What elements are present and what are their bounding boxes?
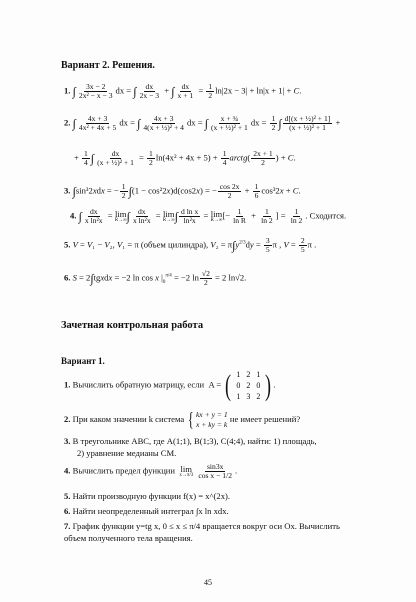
- matrix-label: A =: [208, 379, 222, 390]
- task-3: 3. В треугольнике ABC, где A(1;1), B(1;3), C(4;4), найти: 1) площадь,: [64, 436, 317, 446]
- solution-number: 1.: [64, 85, 71, 96]
- variant-heading: Вариант 1.: [61, 356, 105, 366]
- solution-number: 3.: [64, 185, 71, 196]
- solution-1: 1. ∫ $\frac{3x - 2}{\text{2x² − x − 3}}$ dx = ∫ $\frac{dx}{2x - 3}$ + ∫ $\frac{dx}{x + 1}$ = $\frac{1}{2}$ ln|2x − 3| + ln|x + 1| + C.: [64, 82, 302, 100]
- task-3-cont: 2) уравнение медианы CM.: [77, 448, 177, 458]
- solution-2-cont: + $\frac{1}{4}$ ∫ $\frac{dx}{\text{(x + ½)² + 1}}$ = $\frac{1}{2}$ ln(4x² + 4x + 5) + $\frac{1}{4}$ arctg( $\frac{2x + 1}{2}$ ) + C.: [74, 149, 296, 167]
- test-title: Зачетная контрольная работа: [61, 320, 204, 331]
- solution-4: 4. ∫ $\frac{dx}{\text{x ln²x}}$ = lim R→∞ ∫ $\frac{dx}{\text{x ln²x}}$ = lim R→∞ ∫ $\frac{\text{d ln x}}{\text{ln²x}}$ = lim R→∞ [− $\frac{1}{\text{ln R}}$ + $\frac{1}{\ln 2}$ ] = $\frac{1}{\ln 2}$ . Сходится.: [70, 207, 347, 225]
- solution-5: 5. V = V₁ − V₂, V₁ = π (объем цилиндра), $V_2 = \pi\int y^{2/3}dy$ = $\frac{3}{5}$ π , V = $\frac{2}{5}$ π .: [64, 236, 317, 254]
- matrix: ( 1 2 1 0 2 0 1 3 2 ): [225, 368, 272, 402]
- task-2: 2. При каком значении k система { kx + y = 1 x + ky = k не имеет решений?: [64, 409, 301, 431]
- task-7: 7. График функции y=tg x, 0 ≤ x ≤ π/4 вращается вокруг оси Ox. Вычислить: [64, 521, 340, 531]
- task-7-cont: объем полученного тела вращения.: [64, 533, 193, 543]
- limit: lim x→π/3: [179, 463, 194, 479]
- task-5: 5. Найти производную функции f(x) = x^(2x).: [64, 491, 230, 501]
- equation-system: { kx + y = 1 x + ky = k: [188, 409, 228, 431]
- solution-number: 4.: [70, 210, 77, 221]
- task-4: 4. Вычислить предел функции lim x→π/3 $\frac{\sin 3x}{\text{cos x − 1/2}}$ .: [64, 462, 238, 480]
- solution-number: 5.: [64, 239, 71, 250]
- page-number: 45: [204, 578, 212, 587]
- solution-number: 2.: [64, 117, 71, 128]
- task-6: 6. Найти неопределенный интеграл ∫x ln xdx.: [64, 506, 229, 516]
- task-1: 1. Вычислить обратную матрицу, если A = ( 1 2 1 0 2 0 1 3 2 ) .: [64, 368, 276, 402]
- solution-6: 6. S = 2∫tgxdx = −2 ln cos x $|_0^{\pi/4} = -2$ ln $\frac{√2}{2}$ = 2 ln√2.: [64, 269, 247, 287]
- solution-number: 6.: [64, 272, 71, 283]
- solution-3: 3. ∫sin³2xdx = − $\frac{1}{2}$ ∫(1 − cos²2x)d(cos2x) = − $\frac{\cos 2x}{2}$ + $\frac{1}{6}$ cos³2x + C.: [64, 182, 301, 200]
- solutions-heading: Вариант 2. Решения.: [61, 60, 155, 71]
- solution-2: 2. ∫ $\frac{4x + 3}{\text{4x² + 4x + 5}}$ dx = ∫ $\frac{4x + 3}{\text{4(x + ½)² + 4}}$ dx = ∫ $\frac{\text{x + ¾}}{\text{(x + ½)² + 1}}$ dx = $\frac{1}{2}$ ∫ $\frac{\text{d[(x + ½)² + 1]}}{\text{(x + ½)² + 1}}$ +: [64, 114, 341, 132]
